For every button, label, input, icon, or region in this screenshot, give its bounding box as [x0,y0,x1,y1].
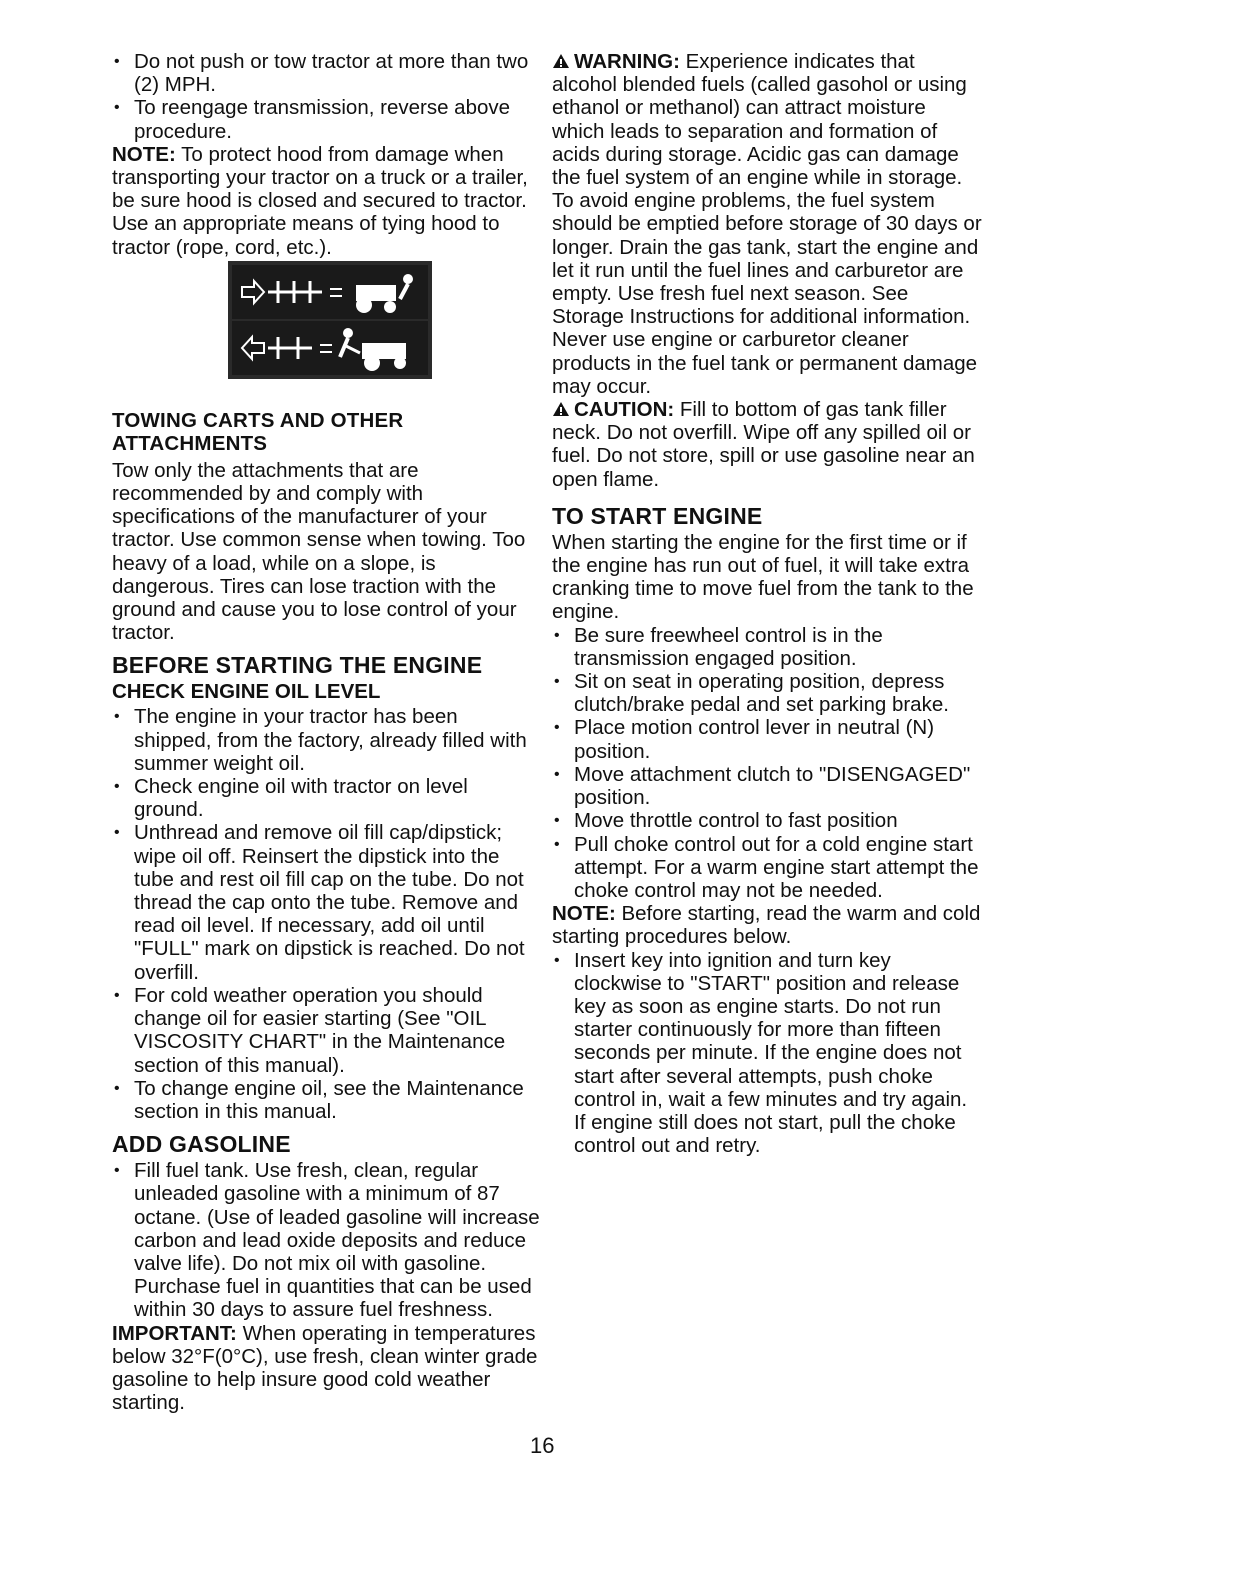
intro-bullet-list [112,50,540,143]
list-item: • For cold weather operation you should change oil for easier starting (See "OIL VISCOSITY CHART" in the Maintenance section of this manual). [112,984,540,1077]
list-item: • Move attachment clutch to "DISENGAGED" position. [552,763,982,809]
warning-label: WARNING: [574,50,680,73]
list-item: • Sit on seat in operating position, depress clutch/brake pedal and set parking brake. [552,670,982,716]
list-item: • Fill fuel tank. Use fresh, clean, regular unleaded gasoline with a minimum of 87 octane. (Use of leaded gasoline will increase carbon and lead oxide deposits and reduce valve life). Do not mix oil with gasoline. Purchase fuel in quantities that can be used within 30 days to assure fuel freshness. [112,1159,540,1321]
caution-paragraph [552,398,982,491]
important-text: When operating in temperatures below 32°F(0°C), use fresh, clean winter grade gasoline to help insure good cold weather starting. [112,1321,538,1415]
push-diagram-row [232,265,428,319]
to-start-engine-heading: TO START ENGINE [552,502,763,529]
push-tractor-icon [232,265,428,319]
list-item: • Check engine oil with tractor on level ground. [112,775,540,821]
caution-label: CAUTION: [574,398,675,422]
add-gasoline-heading: ADD GASOLINE [112,1131,291,1158]
list-item: • To change engine oil, see the Maintenance section in this manual. [112,1077,540,1123]
start-paragraph: When starting the engine for the first time or if the engine has run out of fuel, it will take extra cranking time to move fuel from the tank to the engine. [552,530,974,624]
page-number: 16 [530,1433,555,1458]
hood-note [112,143,540,259]
list-item: • Be sure freewheel control is in the transmission engaged position. [552,624,982,670]
starting-note [552,902,982,948]
list-item: • Place motion control lever in neutral (N) position. [552,716,982,762]
check-oil-heading: CHECK ENGINE OIL LEVEL [112,680,381,704]
list-item: • Insert key into ignition and turn key clockwise to "START" position and release key as soon as engine starts. Do not run starter continuously for more than fifteen seconds per minute. If the engine does not start after several attempts, push choke control in, wait a few minutes and try again. If engine still does not start, pull the choke control out and retry. [552,949,982,1158]
important-label: IMPORTANT: [112,1321,237,1345]
before-starting-heading: BEFORE STARTING THE ENGINE [112,652,483,679]
start-bullet-list [552,624,982,902]
list-item: • Do not push or tow tractor at more than two (2) MPH. [112,50,540,96]
figure-area [112,259,540,305]
note-text: Before starting, read the warm and cold starting procedures below. [552,902,981,949]
note-label: NOTE: [552,902,616,926]
list-item: • The engine in your tractor has been shipped, from the factory, already filled with summer weight oil. [112,705,540,775]
freewheel-diagram [228,261,432,379]
list-item: • Unthread and remove oil fill cap/dipstick; wipe oil off. Reinsert the dipstick into the tube and rest oil fill cap on the tube. Do not thread the cap onto the tube. Remove and read oil level. If necessary, add oil until "FULL" mark on dipstick is reached. Do not overfill. [112,821,540,983]
caution-text: Fill to bottom of gas tank filler neck. Do not overfill. Wipe off any spilled oil or fuel. Do not store, spill or use gasoline near an open flame. [552,398,975,491]
towing-paragraph: Tow only the attachments that are recommended by and comply with specifications of the manufacturer of your tractor. Use common sense when towing. Too heavy of a load, while on a slope, is dangerous. Tires can lose traction with the ground and cause you to lose control of your tractor. [112,458,526,645]
warning-text: Experience indicates that alcohol blended fuels (called gasohol or using ethanol or methanol) can attract moisture which leads to separation and formation of acids during storage. Acidic gas can damage the fuel system of an engine while in storage. To avoid engine problems, the fuel system should be emptied before storage of 30 days or longer. Drain the gas tank, start the engine and let it run until the fuel lines and carburetor are empty. Use fresh fuel next season. See Storage Instructions for additional information. Never use engine or carburetor cleaner products in the fuel tank or permanent damage may occur. [552,50,982,398]
list-item: • Pull choke control out for a cold engine start attempt. For a warm engine start attempt the choke control may not be needed. [552,833,982,903]
left-column [112,50,540,1414]
key-bullet-list [552,949,982,1158]
list-item: • Move throttle control to fast position [552,809,982,832]
note-text: To protect hood from damage when transporting your tractor on a truck or a trailer, be sure hood is closed and secured to tractor. Use an appropriate means of tying hood to tractor (rope, cord, etc.). [112,142,528,259]
gasoline-bullet-list [112,1159,540,1321]
tow-tractor-icon [232,321,428,375]
list-item: • To reengage transmission, reverse above procedure. [112,96,540,142]
important-note [112,1322,540,1415]
warning-icon [552,53,570,69]
warning-paragraph [552,50,982,398]
right-column [552,50,982,1157]
note-label: NOTE: [112,142,176,166]
towing-heading: TOWING CARTS AND OTHER ATTACHMENTS [112,408,404,455]
oil-bullet-list [112,705,540,1123]
tow-diagram-row [232,321,428,375]
caution-icon [552,401,570,417]
